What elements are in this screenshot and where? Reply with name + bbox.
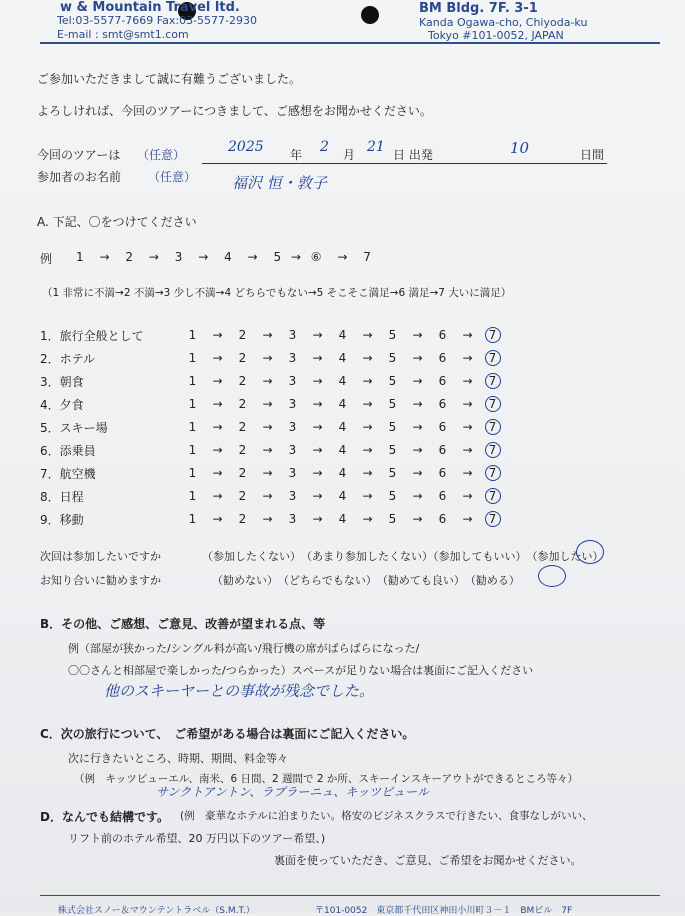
example-scale-1: 1 — [76, 250, 84, 264]
example-scale-2: 2 — [125, 250, 133, 264]
section-b-heading: B．その他、ご感想、ご意見、改善が望まれる点、等 — [40, 617, 326, 631]
scale-arrow: → — [362, 351, 373, 365]
rating-option-7[interactable] — [480, 327, 505, 343]
intro-line-2: よろしければ、今回のツアーにつきまして、ご感想をお聞かせください。 — [37, 104, 432, 118]
rating-option-7[interactable] — [480, 488, 505, 504]
scale-arrow: → — [312, 466, 323, 480]
scale-arrow: → — [262, 512, 273, 526]
section-c-prompt: 次に行きたいところ、時期、期間、料金等々 — [68, 752, 288, 765]
rating-scale — [180, 396, 505, 412]
rating-option-7[interactable] — [480, 511, 505, 527]
rating-option-7[interactable] — [480, 442, 505, 458]
scale-arrow: → — [362, 443, 373, 457]
example-scale: 1 → 2 → 3 → 4 → 5 → ⑥ → 7 — [76, 250, 371, 264]
tour-departure-unit: 日 出発 — [393, 148, 433, 162]
scale-arrow: → — [312, 512, 323, 526]
example-scale-7: 7 — [363, 250, 371, 264]
selected-rating-circle: 7 — [485, 350, 501, 366]
rating-option-6[interactable]: 6 — [438, 328, 447, 342]
section-c-handwritten-answer: サンクトアントン、ラプラーニュ、キッツビュール — [156, 785, 429, 799]
section-d-example-2: リフト前のホテル希望、20 万円以下のツアー希望、) — [68, 832, 326, 845]
scale-arrow: → — [212, 443, 223, 457]
header-phone-fax: Tel:03-5577-7669 Fax:03-5577-2930 — [57, 14, 257, 27]
rating-option-1[interactable]: 1 — [188, 466, 197, 480]
scale-arrow: → — [362, 397, 373, 411]
section-a-heading: A. 下記、〇をつけてください — [37, 215, 197, 229]
tour-optional-tag: （任意） — [137, 148, 186, 162]
scale-arrow: → — [262, 374, 273, 388]
rating-option-3[interactable]: 3 — [288, 420, 297, 434]
scale-arrow: → — [362, 512, 373, 526]
footer-company: 株式会社スノー＆マウンテントラベル（S.M.T.） — [58, 906, 255, 916]
tour-days-value: 10 — [510, 139, 530, 157]
recommend-question: お知り合いに勧めますか — [40, 574, 161, 587]
rating-option-2[interactable]: 2 — [238, 328, 247, 342]
scale-arrow: → — [462, 489, 473, 503]
rating-option-4[interactable]: 4 — [338, 466, 347, 480]
footer-address: 〒101-0052 東京都千代田区神田小川町３－１ BMビル 7F — [315, 906, 573, 916]
scale-arrow: → — [412, 443, 423, 457]
rating-option-4[interactable]: 4 — [338, 374, 347, 388]
scale-arrow: → — [412, 489, 423, 503]
example-scale-3: 3 — [174, 250, 183, 264]
rating-option-2[interactable]: 2 — [238, 374, 247, 388]
rating-option-3[interactable]: 3 — [288, 466, 297, 480]
rating-option-5[interactable]: 5 — [388, 374, 397, 388]
selected-rating-circle: 7 — [485, 419, 501, 435]
tour-month-value: 2 — [320, 139, 329, 155]
scale-arrow: → — [412, 397, 423, 411]
tour-day-value: 21 — [367, 139, 385, 155]
scale-legend: （1 非常に不満→2 不満→3 少し不満→4 どちらでもない→5 そこそこ満足→6 満足→7 大いに満足） — [42, 287, 512, 299]
company-header-line: w & Mountain Travel ltd. — [60, 0, 240, 15]
participant-label: 参加者のお名前 — [37, 170, 122, 184]
selected-rating-circle: 7 — [485, 465, 501, 481]
scale-arrow: → — [462, 351, 473, 365]
scale-arrow: → — [312, 420, 323, 434]
scale-arrow: → — [312, 443, 323, 457]
rating-row-label: 8．日程 — [40, 490, 84, 504]
scale-arrow: → — [212, 420, 223, 434]
rating-option-7[interactable] — [480, 350, 505, 366]
participation-circle-mark — [576, 540, 604, 564]
scale-arrow: → — [212, 328, 223, 342]
scale-arrow: → — [462, 466, 473, 480]
rating-row-label: 1．旅行全般として — [40, 329, 144, 343]
scale-arrow: → — [362, 374, 373, 388]
rating-scale — [180, 465, 505, 481]
scale-arrow: → — [212, 512, 223, 526]
section-b-handwritten-answer: 他のスキーヤーとの事故が残念でした。 — [104, 682, 375, 700]
scale-arrow: → — [362, 420, 373, 434]
scale-arrow: → — [462, 397, 473, 411]
rating-option-7[interactable] — [480, 419, 505, 435]
rating-option-6[interactable]: 6 — [438, 351, 447, 365]
tour-year-value: 2025 — [228, 139, 264, 155]
rating-option-5[interactable]: 5 — [388, 489, 397, 503]
rating-option-5[interactable]: 5 — [388, 351, 397, 365]
scale-arrow: → — [212, 351, 223, 365]
rating-option-7[interactable] — [480, 396, 505, 412]
section-d-heading: D．なんでも結構です。 — [40, 810, 170, 824]
rating-option-7[interactable] — [480, 373, 505, 389]
scale-arrow: → — [262, 420, 273, 434]
scale-arrow: → — [462, 512, 473, 526]
rating-scale — [180, 327, 505, 343]
selected-rating-circle: 7 — [485, 373, 501, 389]
header-rule — [40, 42, 660, 44]
participant-names: 福沢 恒・敦子 — [232, 174, 327, 192]
scale-arrow: → — [312, 397, 323, 411]
next-participation-question: 次回は参加したいですか — [40, 550, 161, 563]
rating-option-3[interactable]: 3 — [288, 512, 297, 526]
rating-scale — [180, 350, 505, 366]
example-scale-4: 4 — [224, 250, 232, 264]
selected-rating-circle: 7 — [485, 488, 501, 504]
rating-option-5[interactable]: 5 — [388, 443, 397, 457]
punch-hole-right — [361, 6, 379, 24]
rating-option-5[interactable]: 5 — [388, 397, 397, 411]
scale-arrow: → — [262, 351, 273, 365]
scale-arrow: → — [312, 374, 323, 388]
rating-option-1[interactable]: 1 — [188, 420, 197, 434]
rating-option-2[interactable]: 2 — [238, 443, 247, 457]
rating-scale — [180, 442, 505, 458]
rating-row-label: 7．航空機 — [40, 467, 96, 481]
scale-arrow: → — [262, 466, 273, 480]
rating-option-2[interactable]: 2 — [238, 397, 247, 411]
rating-option-6[interactable]: 6 — [438, 466, 447, 480]
rating-option-2[interactable]: 2 — [238, 466, 247, 480]
scale-arrow: → — [312, 328, 323, 342]
scale-arrow: → — [262, 397, 273, 411]
scale-arrow: → — [212, 374, 223, 388]
rating-option-1[interactable]: 1 — [188, 489, 197, 503]
scale-arrow: → — [262, 443, 273, 457]
header-address: Kanda Ogawa-cho, Chiyoda-ku — [419, 16, 588, 29]
rating-scale — [180, 419, 505, 435]
rating-option-6[interactable]: 6 — [438, 512, 447, 526]
rating-option-1[interactable]: 1 — [188, 374, 197, 388]
rating-scale — [180, 373, 505, 389]
scale-arrow: → — [262, 489, 273, 503]
rating-row-label: 4．夕食 — [40, 398, 84, 412]
rating-option-1[interactable]: 1 — [188, 512, 197, 526]
section-c-heading: C．次の旅行について、 ご希望がある場合は裏面にご記入ください。 — [40, 727, 415, 741]
scale-arrow: → — [312, 351, 323, 365]
scale-arrow: → — [462, 328, 473, 342]
scale-arrow: → — [212, 489, 223, 503]
footer-rule — [40, 895, 660, 896]
scale-arrow: → — [212, 466, 223, 480]
rating-scale — [180, 511, 505, 527]
rating-option-2[interactable]: 2 — [238, 420, 247, 434]
rating-option-2[interactable]: 2 — [238, 351, 247, 365]
rating-option-1[interactable]: 1 — [188, 328, 197, 342]
section-d-example: (例 豪華なホテルに泊まりたい。格安のビジネスクラスで行きたい、食事なしがいい、 — [180, 810, 593, 822]
section-b-example-2: 〇〇さんと相部屋で楽しかった/つらかった）スペースが足りない場合は裏面にご記入ください — [68, 664, 534, 677]
rating-row-label: 5．スキー場 — [40, 421, 108, 435]
rating-option-4[interactable]: 4 — [338, 397, 347, 411]
rating-option-4[interactable]: 4 — [338, 420, 347, 434]
rating-option-3[interactable]: 3 — [288, 351, 297, 365]
rating-row-label: 6．添乗員 — [40, 444, 96, 458]
rating-option-2[interactable]: 2 — [238, 512, 247, 526]
intro-line-1: ご参加いただきまして誠に有難うございました。 — [37, 72, 302, 86]
rating-option-6[interactable]: 6 — [438, 443, 447, 457]
rating-option-5[interactable]: 5 — [388, 328, 397, 342]
rating-option-3[interactable]: 3 — [288, 374, 297, 388]
rating-option-1[interactable]: 1 — [188, 351, 197, 365]
rating-option-3[interactable]: 3 — [288, 397, 297, 411]
rating-option-2[interactable]: 2 — [238, 489, 247, 503]
rating-option-4[interactable]: 4 — [338, 512, 347, 526]
scale-arrow: → — [412, 466, 423, 480]
rating-scale — [180, 488, 505, 504]
rating-option-1[interactable]: 1 — [188, 443, 197, 457]
scale-arrow: → — [362, 489, 373, 503]
scale-arrow: → — [462, 420, 473, 434]
scale-arrow: → — [262, 328, 273, 342]
scale-arrow: → — [412, 351, 423, 365]
next-participation-options: （参加したくない） （あまり参加したくない）（参加してもいい） （参加したい） — [202, 550, 604, 563]
section-b-example-1: 例（部屋が狭かった/シングル料が高い/飛行機の席がばらばらになった/ — [68, 642, 420, 655]
recommend-circle-mark — [538, 565, 566, 587]
rating-option-5[interactable]: 5 — [388, 512, 397, 526]
rating-option-3[interactable]: 3 — [288, 328, 297, 342]
rating-option-4[interactable]: 4 — [338, 351, 347, 365]
rating-option-5[interactable]: 5 — [388, 420, 397, 434]
selected-rating-circle: 7 — [485, 327, 501, 343]
rating-option-6[interactable]: 6 — [438, 374, 447, 388]
tour-days-unit: 日間 — [580, 148, 605, 162]
scale-arrow: → — [212, 397, 223, 411]
tour-year-unit: 年 — [290, 148, 303, 162]
rating-row-label: 9．移動 — [40, 513, 84, 527]
scale-arrow: → — [462, 374, 473, 388]
example-scale-6: ⑥ — [310, 250, 322, 264]
selected-rating-circle: 7 — [485, 442, 501, 458]
example-scale-5: 5 — [273, 250, 282, 264]
closing-note: 裏面を使っていただき、ご意見、ご希望をお聞かせください。 — [274, 854, 582, 867]
participant-optional-tag: （任意） — [148, 170, 197, 184]
recommend-options: （勧めない） （どちらでもない） （勧めても良い） （勧める） — [212, 574, 520, 587]
scale-arrow: → — [312, 489, 323, 503]
rating-option-3[interactable]: 3 — [288, 489, 297, 503]
tour-month-unit: 月 — [343, 148, 356, 162]
selected-rating-circle: 7 — [485, 396, 501, 412]
scale-arrow: → — [362, 328, 373, 342]
rating-option-5[interactable]: 5 — [388, 466, 397, 480]
section-c-example: （例 キッツビューエル、南米、6 日間、2 週間で 2 か所、スキーインスキーアウトができるところ等々） — [74, 773, 578, 785]
scale-arrow: → — [362, 466, 373, 480]
rating-option-6[interactable]: 6 — [438, 489, 447, 503]
tour-underline — [202, 163, 607, 164]
rating-option-4[interactable]: 4 — [338, 489, 347, 503]
rating-row-label: 3．朝食 — [40, 375, 84, 389]
rating-option-4[interactable]: 4 — [338, 328, 347, 342]
rating-option-3[interactable]: 3 — [288, 443, 297, 457]
scale-arrow: → — [462, 443, 473, 457]
rating-option-7[interactable] — [480, 465, 505, 481]
example-label: 例 — [40, 252, 53, 266]
scale-arrow: → — [412, 512, 423, 526]
selected-rating-circle: 7 — [485, 511, 501, 527]
scale-arrow: → — [412, 328, 423, 342]
tour-label: 今回のツアーは — [37, 148, 121, 162]
header-building: BM Bldg. 7F. 3-1 — [419, 1, 538, 16]
rating-option-6[interactable]: 6 — [438, 397, 447, 411]
header-city: Tokyo #101-0052, JAPAN — [428, 29, 564, 42]
scale-arrow: → — [412, 374, 423, 388]
rating-option-1[interactable]: 1 — [188, 397, 197, 411]
rating-option-6[interactable]: 6 — [438, 420, 447, 434]
rating-row-label: 2．ホテル — [40, 352, 96, 366]
rating-option-4[interactable]: 4 — [338, 443, 347, 457]
scale-arrow: → — [412, 420, 423, 434]
header-email: E-mail : smt@smt1.com — [57, 28, 189, 41]
